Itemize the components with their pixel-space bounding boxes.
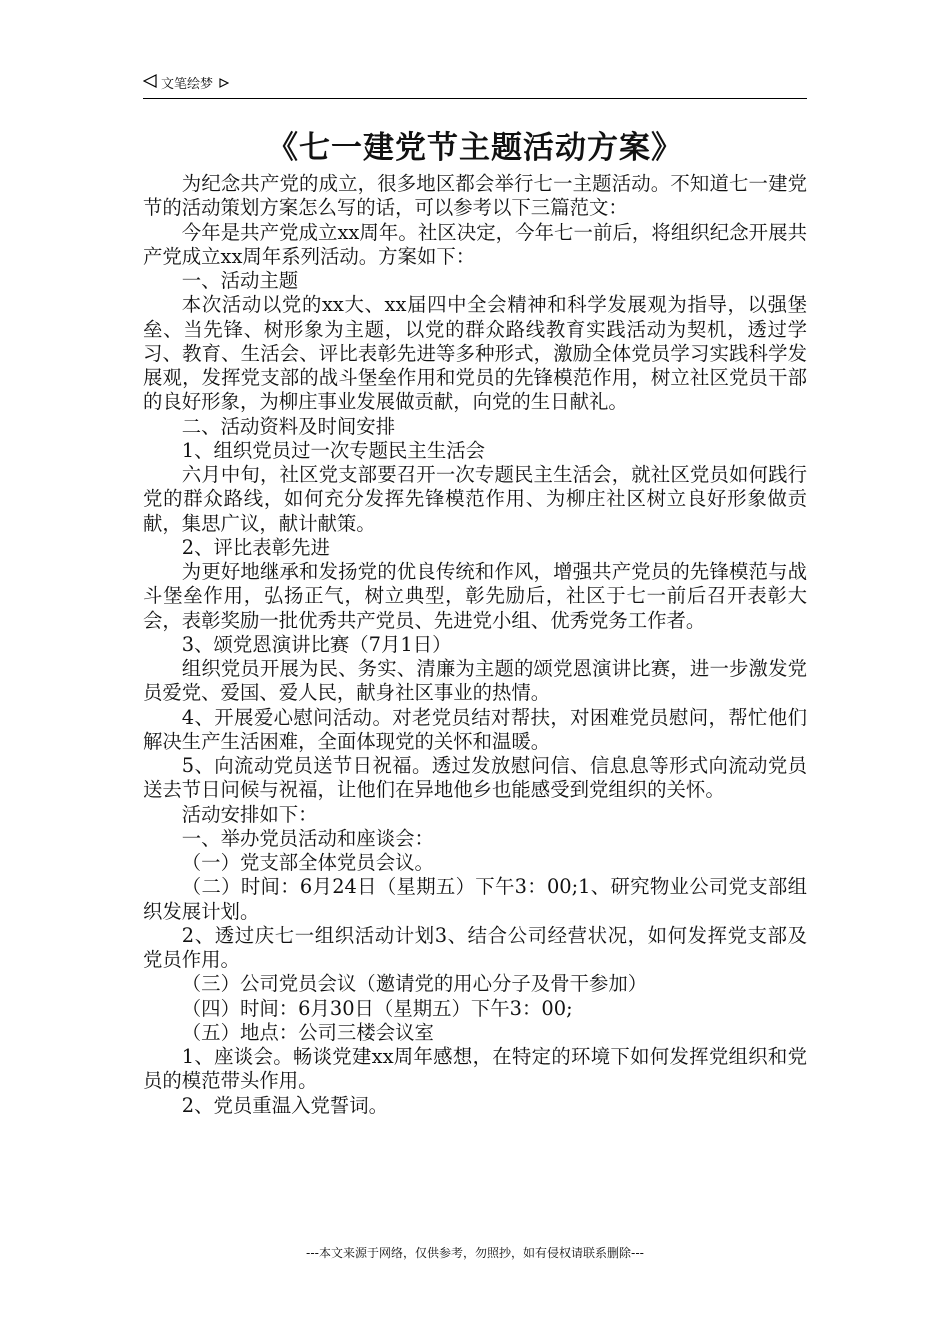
paragraph: （五）地点：公司三楼会议室: [181, 1020, 434, 1044]
paragraph: 2、透过庆七一组织活动计划3、结合公司经营状况，如何发挥党支部及党员作用。: [143, 923, 807, 971]
paragraph: 今年是共产党成立xx周年。社区决定，今年七一前后，将组织纪念开展共产党成立xx周年系列活动。方案如下：: [143, 220, 807, 268]
paragraph: 本次活动以党的xx大、xx届四中全会精神和科学发展观为指导，以强堡垒、当先锋、树形象为主题，以党的群众路线教育实践活动为契机，透过学习、教育、生活会、评比表彰先进等多种形式，激励全体党员学习实践科学发展观，发挥党支部的战斗堡垒作用和党员的先锋模范作用，树立社区党员干部的良好形象，为柳庄事业发展做贡献，向党的生日献礼。: [143, 293, 807, 414]
paragraph: 2、党员重温入党誓词。: [181, 1093, 389, 1117]
paragraph: 活动安排如下：: [181, 802, 318, 826]
paragraph: 4、开展爱心慰问活动。对老党员结对帮扶，对困难党员慰问，帮忙他们解决生产生活困难，全面体现党的关怀和温暖。: [143, 705, 807, 753]
paragraph: （一）党支部全体党员会议。: [181, 851, 434, 874]
subsection-heading: 1、组织党员过一次专题民主生活会: [181, 438, 485, 462]
paragraph: 为纪念共产党的成立，很多地区都会举行七一主题活动。不知道七一建党节的活动策划方案怎么写的话，可以参考以下三篇范文：: [143, 172, 807, 220]
paragraph: （四）时间：6月30日（星期五）下午3：00;: [181, 996, 573, 1020]
document-title: 《七一建党节主题活动方案》: [267, 130, 683, 166]
paragraph: （三）公司党员会议（邀请党的用心分子及骨干参加）: [181, 972, 648, 996]
paragraph: 1、座谈会。畅谈党建xx周年感想，在特定的环境下如何发挥党组织和党员的模范带头作用。: [143, 1045, 807, 1093]
header-brand: 文笔绘梦: [161, 77, 214, 92]
page-header: [143, 72, 807, 99]
paragraph: 组织党员开展为民、务实、清廉为主题的颂党恩演讲比赛，进一步激发党员爱党、爱国、爱人民，献身社区事业的热情。: [143, 657, 807, 705]
paragraph: 六月中旬，社区党支部要召开一次专题民主生活会，就社区党员如何践行党的群众路线，如何充分发挥先锋模范作用、为柳庄社区树立良好形象做贡献，集思广议，献计献策。: [143, 463, 807, 535]
subsection-heading: 3、颂党恩演讲比赛（7月1日）: [181, 632, 452, 656]
left-triangle-icon: [143, 72, 157, 98]
paragraph: 5、向流动党员送节日祝福。透过发放慰问信、信息息等形式向流动党员送去节日问候与祝福，让他们在异地他乡也能感受到党组织的关怀。: [143, 754, 807, 802]
section-heading: 一、活动主题: [181, 269, 299, 292]
section-heading: 一、举办党员活动和座谈会：: [181, 826, 434, 850]
page-footer: ---本文来源于网络，仅供参考，勿照抄，如有侵权请联系删除---: [306, 1246, 644, 1260]
document-body: [143, 172, 807, 1118]
paragraph: （二）时间：6月24日（星期五）下午3：00;1、研究物业公司党支部组织发展计划。: [143, 875, 807, 923]
right-triangle-icon: [219, 72, 229, 98]
paragraph: 为更好地继承和发扬党的优良传统和作风，增强共产党员的先锋模范与战斗堡垒作用，弘扬正气，树立典型，彰先励后，社区于七一前后召开表彰大会，表彰奖励一批优秀共产党员、先进党小组、优秀党务工作者。: [143, 560, 807, 632]
subsection-heading: 2、评比表彰先进: [181, 535, 330, 559]
section-heading: 二、活动资料及时间安排: [181, 414, 396, 438]
